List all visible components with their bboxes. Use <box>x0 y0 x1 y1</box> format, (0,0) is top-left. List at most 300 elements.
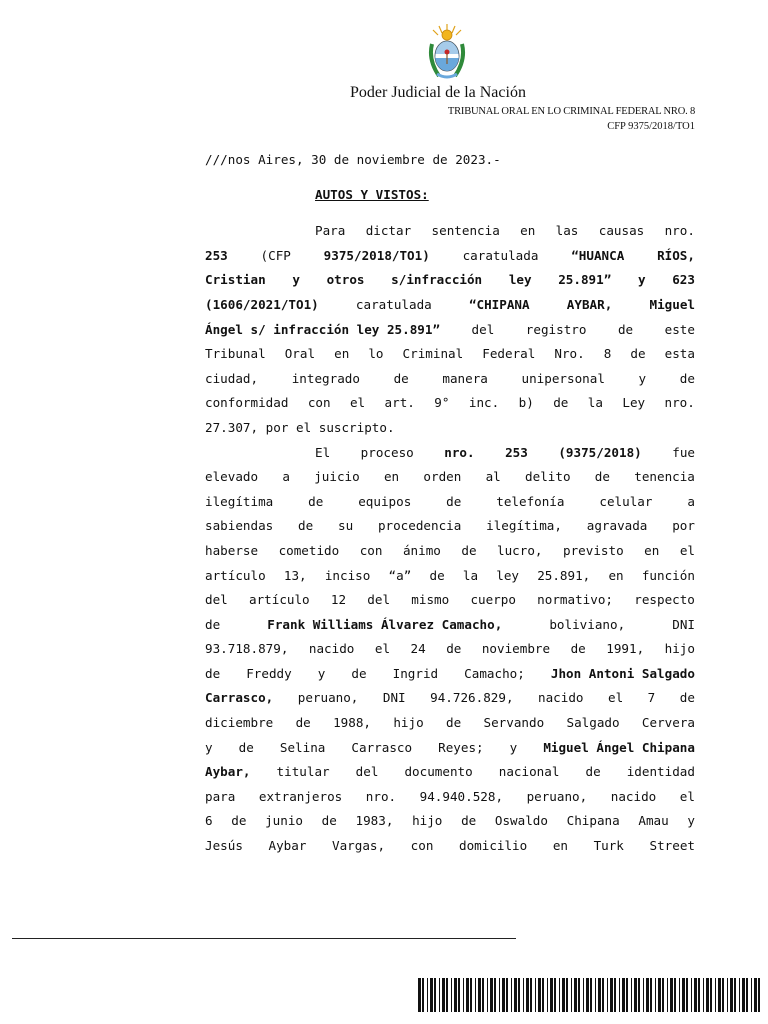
text-word: “HUANCA <box>571 247 625 263</box>
text-word: el <box>608 690 624 706</box>
barcode-bar <box>499 978 500 1012</box>
barcode-bar <box>694 978 697 1012</box>
text-word: de <box>446 641 462 657</box>
barcode-bar <box>715 978 716 1012</box>
barcode-bar <box>478 978 481 1012</box>
barcode-bar <box>530 978 532 1012</box>
text-word: artículo <box>205 567 266 583</box>
text-word: 253 <box>205 247 228 263</box>
barcode-bar <box>742 978 745 1012</box>
text-word: Jesús <box>205 838 243 854</box>
text-word: Nro. <box>554 346 585 362</box>
barcode-bar <box>646 978 649 1012</box>
text-word: 1983, <box>355 813 394 829</box>
text-word: hijo <box>664 641 695 657</box>
text-word: 94.726.829, <box>430 690 514 706</box>
text-line <box>205 539 695 564</box>
text-word: de <box>594 469 610 485</box>
barcode-bar <box>571 978 572 1012</box>
barcode-bar <box>470 978 472 1012</box>
text-word: sentencia <box>431 223 500 239</box>
text-word: Chipana <box>566 813 620 829</box>
text-word: en <box>334 346 350 362</box>
barcode-bar <box>454 978 457 1012</box>
text-word: su <box>337 518 354 534</box>
text-word: de <box>205 665 221 681</box>
text-word: del <box>471 321 495 337</box>
text-word: nacional <box>498 764 560 780</box>
barcode-bar <box>610 978 613 1012</box>
text-word: identidad <box>626 764 695 780</box>
text-word: 12 <box>330 592 347 608</box>
barcode-bar <box>634 978 637 1012</box>
text-word: de <box>630 346 646 362</box>
barcode-bar <box>730 978 733 1012</box>
text-word: Turk <box>593 838 624 854</box>
barcode-bar <box>418 978 421 1012</box>
text-word: y <box>509 739 518 755</box>
text-word: de <box>231 813 247 829</box>
text-word: función <box>641 567 695 583</box>
barcode-bar <box>574 978 577 1012</box>
text-word: peruano, <box>297 690 359 706</box>
coat-of-arms-icon <box>427 22 467 84</box>
text-word: Freddy <box>246 665 292 681</box>
text-word: a <box>687 493 695 509</box>
text-word: cometido <box>278 542 340 558</box>
barcode-bar <box>698 978 700 1012</box>
paragraph-2 <box>205 441 695 859</box>
barcode-icon <box>418 978 763 1012</box>
text-word: 24 <box>410 641 426 657</box>
text-word: (CFP <box>260 247 291 263</box>
text-word: nro. <box>664 395 695 411</box>
barcode-bar <box>490 978 493 1012</box>
text-word: fue <box>672 444 695 460</box>
text-word: Federal <box>482 346 536 362</box>
text-word: de <box>295 715 311 731</box>
text-word: Ley <box>622 395 646 411</box>
barcode-bar <box>710 978 712 1012</box>
text-word: nro. <box>365 788 397 804</box>
text-word: El <box>315 444 331 460</box>
text-word: ilegítima, <box>486 518 562 534</box>
text-word: 9375/2018/TO1) <box>323 247 430 263</box>
text-word: de <box>321 813 337 829</box>
text-line <box>205 686 695 711</box>
text-word: 8 <box>603 346 612 362</box>
text-word: peruano, <box>526 788 588 804</box>
text-word: la <box>587 395 603 411</box>
page-title: Poder Judicial de la Nación <box>350 84 526 101</box>
text-word: registro <box>525 321 587 337</box>
barcode-bar <box>559 978 560 1012</box>
text-word: 253 <box>505 444 528 460</box>
text-word: Salgado <box>566 715 620 731</box>
text-word: celular <box>599 493 653 509</box>
text-word: lucro, <box>497 542 543 558</box>
text-word: Camacho; <box>464 665 525 681</box>
text-word: titular <box>276 764 330 780</box>
text-word: delito <box>525 469 571 485</box>
text-word: de <box>679 690 695 706</box>
barcode-bar <box>718 978 721 1012</box>
text-word: con <box>359 542 383 558</box>
barcode-bar <box>722 978 724 1012</box>
barcode-bar <box>703 978 704 1012</box>
text-word: y <box>205 739 213 755</box>
text-word: extranjeros <box>258 788 343 804</box>
text-word: Para <box>315 223 346 239</box>
text-word: causas <box>598 223 645 239</box>
barcode-bar <box>475 978 476 1012</box>
text-word: 6 <box>205 813 213 829</box>
date-line: ///nos Aires, 30 de noviembre de 2023.- <box>205 152 501 167</box>
footnote-separator <box>12 938 516 939</box>
case-reference: CFP 9375/2018/TO1 <box>607 121 695 132</box>
barcode-bar <box>502 978 505 1012</box>
text-word: agravada <box>586 518 648 534</box>
text-word: nro. <box>444 444 475 460</box>
barcode-bar <box>586 978 589 1012</box>
text-word: 25.891” <box>558 272 612 288</box>
text-word: en <box>383 469 400 485</box>
text-word: para <box>205 788 236 804</box>
barcode-bar <box>754 978 757 1012</box>
barcode-bar <box>466 978 469 1012</box>
text-word: manera <box>442 370 488 386</box>
text-word: sabiendas <box>205 518 274 534</box>
text-word: Reyes; <box>438 739 484 755</box>
text-word: procedencia <box>377 518 462 534</box>
text-word: y <box>292 272 300 288</box>
text-word: junio <box>265 813 303 829</box>
text-word: de <box>351 665 367 681</box>
barcode-bar <box>643 978 644 1012</box>
section-heading-text: AUTOS Y VISTOS: <box>315 186 429 202</box>
text-word: Vargas, <box>332 838 386 854</box>
text-word: 93.718.879, <box>205 641 289 657</box>
text-word: tenencia <box>634 469 695 485</box>
barcode-bar <box>562 978 565 1012</box>
text-line <box>205 736 695 761</box>
text-word: y <box>638 370 647 386</box>
text-word: 9° <box>434 395 450 411</box>
text-word: y <box>317 665 326 681</box>
barcode-bar <box>542 978 544 1012</box>
text-word: art. <box>384 395 415 411</box>
text-word: y <box>687 813 695 829</box>
text-word: de <box>393 370 409 386</box>
text-line <box>205 809 695 834</box>
text-word: 1991, <box>606 641 645 657</box>
text-word: inc. <box>468 395 500 411</box>
text-word: a <box>282 469 290 485</box>
text-word: telefonía <box>496 493 565 509</box>
section-heading <box>205 183 695 208</box>
text-word: Street <box>649 838 695 854</box>
text-line <box>205 318 695 343</box>
text-word: Aybar, <box>205 764 251 780</box>
text-word: ánimo <box>402 542 441 558</box>
barcode-bar <box>538 978 541 1012</box>
barcode-bar <box>590 978 592 1012</box>
court-name: TRIBUNAL ORAL EN LO CRIMINAL FEDERAL NRO. 8 <box>447 106 695 117</box>
barcode-bar <box>727 978 728 1012</box>
text-word: 27.307, por el suscripto. <box>205 419 395 435</box>
text-word: Cristian <box>205 272 266 288</box>
text-word: 25.891, <box>537 567 591 583</box>
barcode-bar <box>614 978 616 1012</box>
text-word: proceso <box>360 444 414 460</box>
barcode-bar <box>434 978 436 1012</box>
text-word: (9375/2018) <box>558 444 642 460</box>
text-word: “a” <box>388 567 412 583</box>
barcode-bar <box>626 978 628 1012</box>
barcode-bar <box>446 978 448 1012</box>
text-word: el <box>349 395 366 411</box>
text-word: noviembre <box>481 641 551 657</box>
text-word: de <box>570 641 586 657</box>
text-word: de <box>617 321 634 337</box>
barcode-bar <box>655 978 656 1012</box>
text-word: de <box>429 567 445 583</box>
text-word: documento <box>404 764 473 780</box>
barcode-bar <box>427 978 428 1012</box>
text-word: con <box>307 395 331 411</box>
text-word: de <box>308 493 324 509</box>
barcode-bar <box>667 978 668 1012</box>
document-body <box>205 146 695 859</box>
paragraph-1 <box>205 219 695 440</box>
text-word: mismo <box>411 592 450 608</box>
text-word: integrado <box>291 370 360 386</box>
text-word: hijo <box>412 813 443 829</box>
text-word: en <box>520 223 536 239</box>
barcode-bar <box>631 978 632 1012</box>
text-word: esta <box>664 346 695 362</box>
barcode-bar <box>706 978 709 1012</box>
barcode-bar <box>550 978 553 1012</box>
text-word: “CHIPANA <box>468 296 530 312</box>
text-word: Miguel Ángel Chipana <box>543 739 695 755</box>
text-word: la <box>462 567 479 583</box>
barcode-bar <box>595 978 596 1012</box>
text-word: DNI <box>382 690 406 706</box>
text-word: 94.940.528, <box>419 788 504 804</box>
text-word: domicilio <box>458 838 528 854</box>
barcode-bar <box>650 978 652 1012</box>
text-word: Oral <box>284 346 316 362</box>
text-word: de <box>446 493 462 509</box>
barcode-bar <box>679 978 680 1012</box>
text-word: de <box>298 518 314 534</box>
text-line <box>205 637 695 662</box>
text-word: boliviano, <box>549 616 626 632</box>
text-word: hijo <box>393 715 424 731</box>
text-word: del <box>355 764 379 780</box>
text-word: previsto <box>563 542 624 558</box>
text-line <box>205 613 695 638</box>
text-word: DNI <box>672 616 695 632</box>
text-word: b) <box>518 395 534 411</box>
text-word: cuerpo <box>470 592 516 608</box>
text-word: de <box>553 395 569 411</box>
text-word: Cervera <box>641 715 695 731</box>
text-word: del <box>205 592 228 608</box>
text-word: nacido <box>610 788 657 804</box>
barcode-bar <box>439 978 440 1012</box>
barcode-bar <box>511 978 512 1012</box>
barcode-bar <box>619 978 620 1012</box>
text-word: diciembre <box>205 715 274 731</box>
text-word: las <box>555 223 579 239</box>
text-word: de <box>679 370 695 386</box>
text-word: de <box>461 542 477 558</box>
text-word: Tribunal <box>205 346 266 362</box>
barcode-bar <box>746 978 748 1012</box>
text-line <box>205 465 695 490</box>
text-word: (1606/2021/TO1) <box>205 296 319 312</box>
barcode-bar <box>518 978 520 1012</box>
text-line <box>205 293 695 318</box>
text-word: elevado <box>205 469 259 485</box>
text-word: nacido <box>308 641 355 657</box>
text-word: en <box>608 567 624 583</box>
barcode-bar <box>598 978 601 1012</box>
text-line <box>205 588 695 613</box>
text-word: nacido <box>538 690 584 706</box>
text-word: orden <box>423 469 462 485</box>
text-line <box>205 268 695 293</box>
text-line <box>205 564 695 589</box>
text-word: Jhon Antoni Salgado <box>550 665 695 681</box>
text-word: Miguel <box>649 296 695 312</box>
text-word: Frank Williams Álvarez Camacho, <box>267 616 503 632</box>
text-line <box>205 490 695 515</box>
text-word: ley <box>496 567 519 583</box>
text-word: RÍOS, <box>657 247 695 263</box>
text-word: AYBAR, <box>566 296 613 312</box>
text-word: respecto <box>634 592 695 608</box>
text-word: con <box>410 838 434 854</box>
text-word: conformidad <box>205 395 289 411</box>
barcode-bar <box>686 978 688 1012</box>
barcode-bar <box>566 978 568 1012</box>
text-word: por <box>672 518 695 534</box>
text-word: Ingrid <box>392 665 439 681</box>
text-word: al <box>485 469 501 485</box>
text-line <box>205 391 695 416</box>
text-word: 13, <box>283 567 307 583</box>
barcode-bar <box>739 978 740 1012</box>
text-word: s/infracción <box>391 272 483 288</box>
text-word: el <box>374 641 391 657</box>
text-word: otros <box>326 272 365 288</box>
text-line <box>205 367 695 392</box>
barcode-bar <box>670 978 673 1012</box>
text-word: normativo; <box>537 592 613 608</box>
barcode-bar <box>554 978 556 1012</box>
text-line <box>205 711 695 736</box>
text-line <box>205 785 695 810</box>
barcode-bar <box>622 978 625 1012</box>
text-line <box>205 834 695 859</box>
text-word: Selina <box>279 739 326 755</box>
barcode-bar <box>638 978 640 1012</box>
text-word: el <box>679 542 695 558</box>
text-word: 1988, <box>333 715 371 731</box>
barcode-bar <box>442 978 445 1012</box>
text-line <box>205 514 695 539</box>
text-word: Carrasco <box>351 739 413 755</box>
text-word: equipos <box>358 493 412 509</box>
text-word: ley <box>508 272 532 288</box>
text-line <box>205 760 695 785</box>
text-word: Oswaldo <box>494 813 548 829</box>
barcode-bar <box>535 978 536 1012</box>
barcode-bar <box>578 978 580 1012</box>
text-word: nro. <box>664 223 695 239</box>
barcode-bar <box>482 978 484 1012</box>
barcode-bar <box>458 978 460 1012</box>
barcode-bar <box>607 978 608 1012</box>
text-line <box>205 441 695 466</box>
text-word: lo <box>368 346 384 362</box>
text-word: Servando <box>483 715 545 731</box>
text-line <box>205 342 695 367</box>
text-word: de <box>585 764 601 780</box>
barcode-bar <box>463 978 464 1012</box>
text-word: el <box>679 788 695 804</box>
barcode-bar <box>494 978 496 1012</box>
barcode-bar <box>422 978 424 1012</box>
text-word: y <box>637 272 646 288</box>
text-word: juicio <box>314 469 360 485</box>
barcode-bar <box>487 978 488 1012</box>
text-word: ilegítima <box>205 493 274 509</box>
text-word: artículo <box>248 592 310 608</box>
barcode-bar <box>514 978 517 1012</box>
text-word: de <box>446 715 462 731</box>
barcode-bar <box>662 978 664 1012</box>
text-line <box>205 244 695 269</box>
text-word: unipersonal <box>521 370 605 386</box>
text-word: Ángel s/ infracción ley 25.891” <box>205 321 441 337</box>
text-word: en <box>644 542 660 558</box>
barcode-bar <box>451 978 452 1012</box>
text-line <box>205 662 695 687</box>
text-word: 7 <box>647 690 656 706</box>
text-word: caratulada <box>462 247 539 263</box>
text-word: Criminal <box>402 346 464 362</box>
text-word: dictar <box>365 223 412 239</box>
barcode-bar <box>734 978 736 1012</box>
barcode-bar <box>674 978 676 1012</box>
barcode-bar <box>430 978 433 1012</box>
text-word: de <box>205 616 221 632</box>
barcode-bar <box>602 978 604 1012</box>
barcode-bar <box>682 978 685 1012</box>
barcode-bar <box>506 978 508 1012</box>
text-word: del <box>367 592 391 608</box>
barcode-bar <box>751 978 752 1012</box>
barcode-bar <box>523 978 524 1012</box>
barcode-bar <box>583 978 584 1012</box>
text-word: este <box>664 321 695 337</box>
text-word: caratulada <box>355 296 432 312</box>
barcode-bar <box>758 978 760 1012</box>
